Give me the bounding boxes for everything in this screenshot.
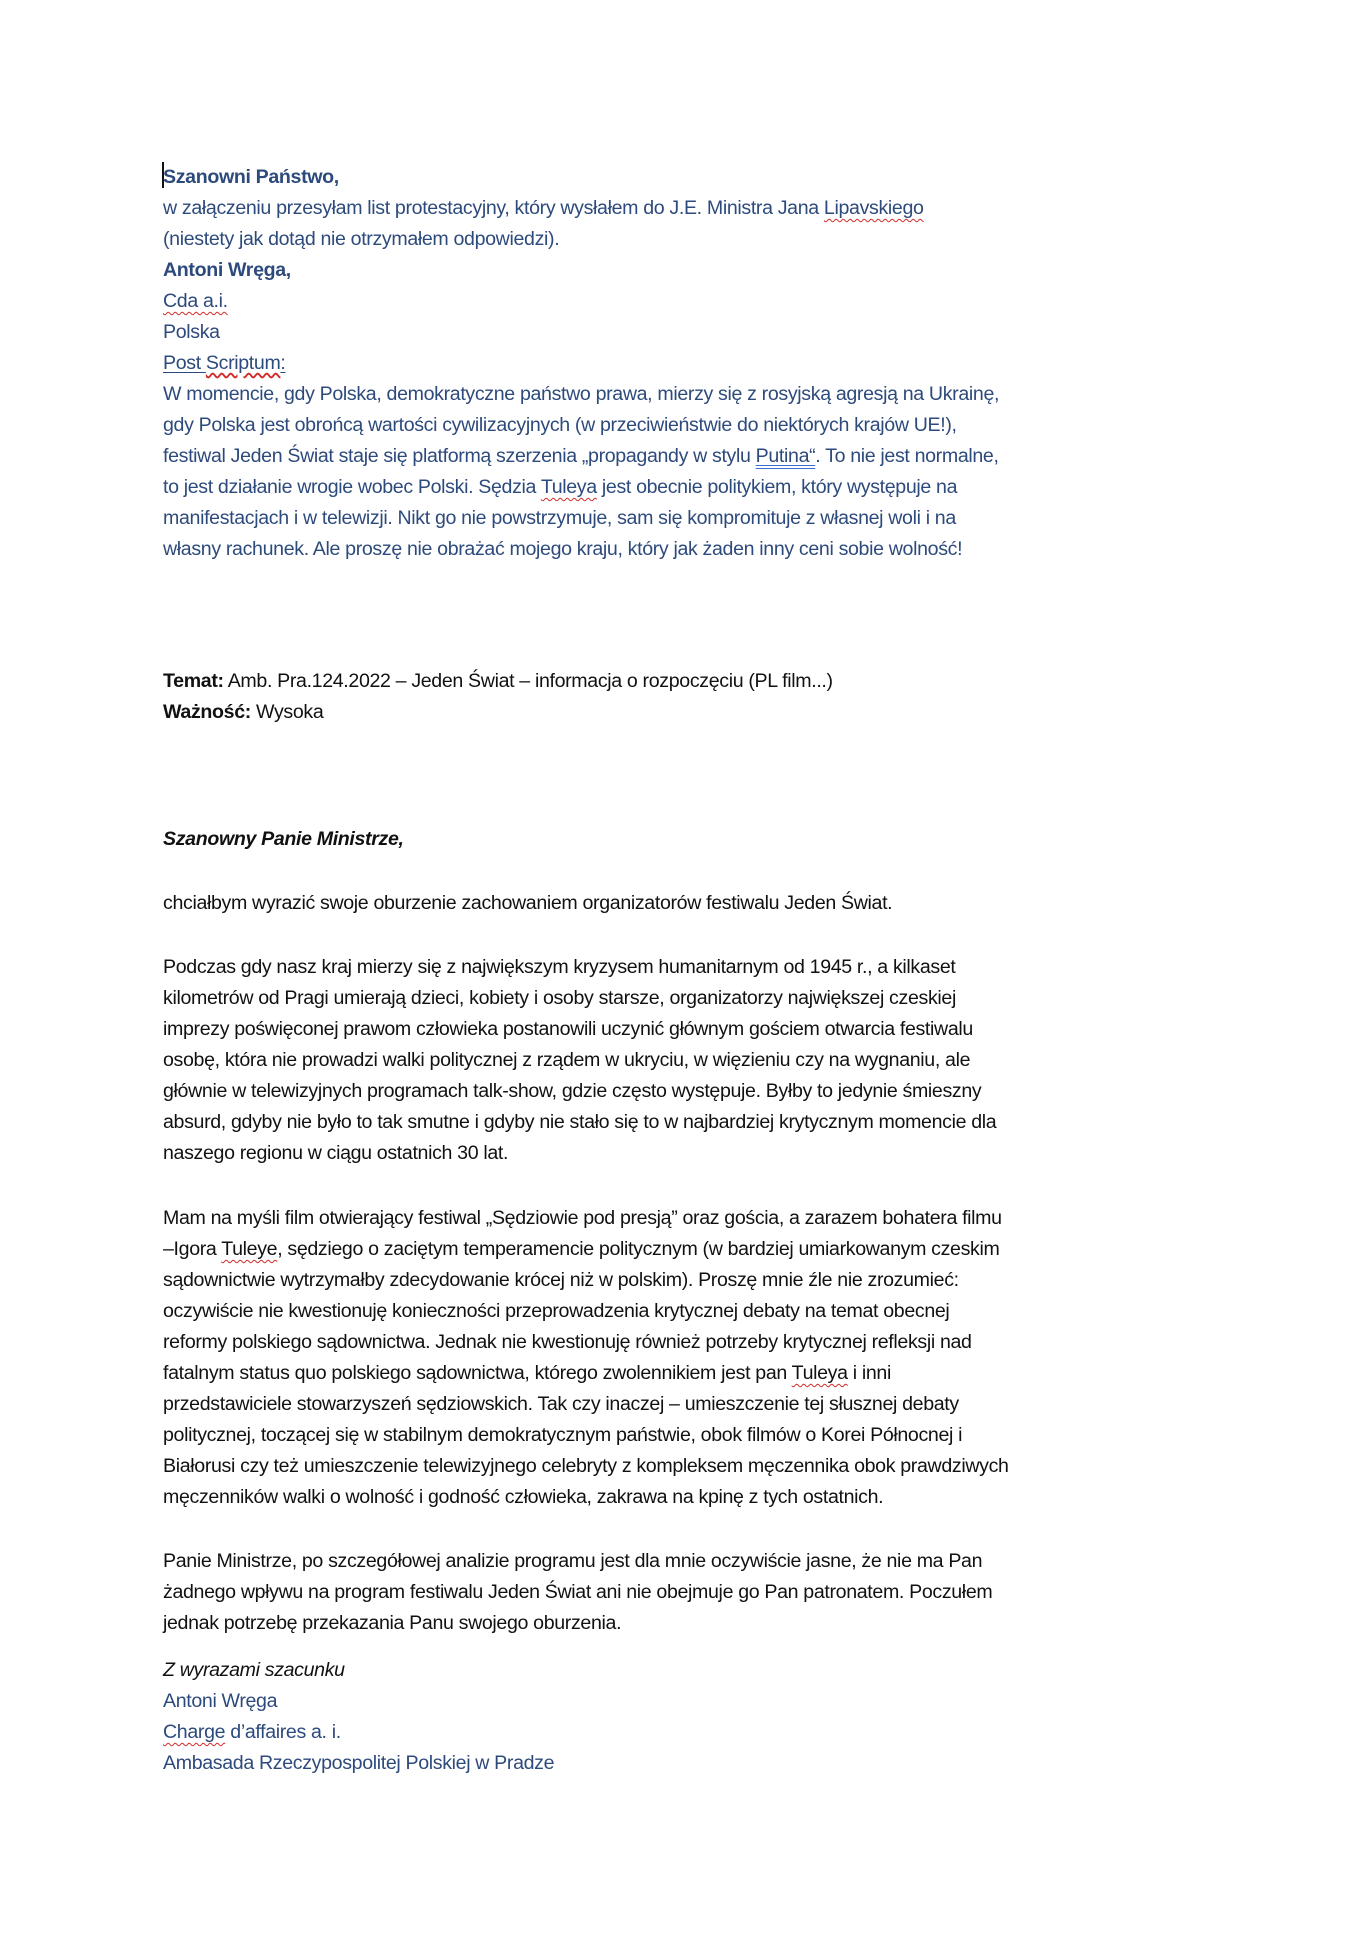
cover-ps-line: manifestacjach i w telewizji. Nikt go nie powstrzymuje, sam się kompromituje z własnej woli i na bbox=[163, 507, 956, 529]
cover-sender-name: Antoni Wręga, bbox=[163, 259, 291, 281]
paragraph-line: Panie Ministrze, po szczegółowej analizie programu jest dla mnie oczywiście jasne, że nie ma Pan bbox=[163, 1550, 983, 1572]
cover-ps-line: to jest działanie wrogie wobec Polski. Sędzia Tuleya jest obecnie politykiem, który występuje na bbox=[163, 476, 958, 498]
priority-field bbox=[163, 697, 1263, 728]
paragraph-line: jednak potrzebę przekazania Panu swojego oburzenia. bbox=[163, 1612, 622, 1634]
paragraph-line: politycznej, toczącej się w stabilnym demokratycznym państwie, obok filmów o Korei Północnej i bbox=[163, 1424, 963, 1446]
paragraph-line: –Igora Tuleye, sędziego o zaciętym temperamencie politycznym (w bardziej umiarkowanym czeskim bbox=[163, 1238, 1000, 1260]
paragraph-line: osobę, która nie prowadzi walki politycznej z rządem w ukryciu, w więzieniu czy na wygnaniu, ale bbox=[163, 1049, 971, 1071]
paragraph-line: fatalnym status quo polskiego sądownictwa, którego zwolennikiem jest pan Tuleya i inni bbox=[163, 1362, 891, 1384]
paragraph-line: Podczas gdy nasz kraj mierzy się z największym kryzysem humanitarnym od 1945 r., a kilkaset bbox=[163, 956, 956, 978]
spellcheck-flag[interactable]: Tuleya bbox=[540, 476, 597, 498]
cover-sender-country: Polska bbox=[163, 321, 220, 343]
paragraph-line: głównie w telewizyjnych programach talk-show, gdzie często występuje. Byłby to jedynie śmieszny bbox=[163, 1080, 982, 1102]
subject-value: Amb. Pra.124.2022 – Jeden Świat – informacja o rozpoczęciu (PL film...) bbox=[223, 670, 833, 692]
cover-ps-line: festiwal Jeden Świat staje się platformą szerzenia „propagandy w stylu Putina“. To nie jest normalne, bbox=[163, 445, 999, 467]
cover-sender-title bbox=[163, 286, 1263, 317]
paragraph-line: przedstawiciele stowarzyszeń sędziowskich. Tak czy inaczej – umieszczenie tej słusznej debaty bbox=[163, 1393, 959, 1415]
paragraph-line: żadnego wpływu na program festiwalu Jeden Świat ani nie obejmuje go Pan patronatem. Poczułem bbox=[163, 1581, 993, 1603]
letter-paragraph-2 bbox=[163, 1203, 1263, 1513]
letter-paragraph-3 bbox=[163, 1546, 1263, 1639]
cover-intro-line-1: w załączeniu przesyłam list protestacyjny, który wysłałem do J.E. Ministra Jana Lipavskiego bbox=[163, 197, 924, 219]
spellcheck-flag[interactable]: Tuleye bbox=[221, 1238, 278, 1260]
cover-ps-label: Post Scriptum: bbox=[163, 352, 286, 374]
email-header-fields bbox=[163, 666, 1263, 728]
signature-title: Charge d’affaires a. i. bbox=[163, 1721, 341, 1743]
grammar-flag[interactable]: Putina“ bbox=[755, 445, 816, 467]
priority-label: Ważność: bbox=[163, 701, 251, 723]
letter-opening: chciałbym wyrazić swoje oburzenie zachowaniem organizatorów festiwalu Jeden Świat. bbox=[163, 892, 893, 914]
paragraph-line: Mam na myśli film otwierający festiwal „Sędziowie pod presją” oraz gościa, a zarazem bohatera filmu bbox=[163, 1207, 1002, 1229]
signature-organization: Ambasada Rzeczypospolitej Polskiej w Pradze bbox=[163, 1752, 555, 1774]
cover-note bbox=[163, 162, 1263, 565]
priority-value: Wysoka bbox=[250, 701, 324, 723]
paragraph-line: absurd, gdyby nie było to tak smutne i gdyby nie stało się to w najbardziej krytycznym momencie dla bbox=[163, 1111, 997, 1133]
paragraph-line: imprezy poświęconej prawom człowieka postanowili uczynić głównym gościem otwarcia festiwalu bbox=[163, 1018, 973, 1040]
paragraph-line: oczywiście nie kwestionuję konieczności przeprowadzenia krytycznej debaty na temat obecnej bbox=[163, 1300, 950, 1322]
paragraph-line: męczenników walki o wolność i godność człowieka, zakrawa na kpinę z tych ostatnich. bbox=[163, 1486, 884, 1508]
paragraph-line: Białorusi czy też umieszczenie telewizyjnego celebryty z kompleksem męczennika obok prawdziwych bbox=[163, 1455, 1009, 1477]
spellcheck-flag[interactable]: Cda a.i. bbox=[163, 290, 228, 312]
subject-field bbox=[163, 666, 1263, 697]
paragraph-line: kilometrów od Pragi umierają dzieci, kobiety i osoby starsze, organizatorzy największej czeskiej bbox=[163, 987, 956, 1009]
cover-greeting: Szanowni Państwo, bbox=[163, 166, 339, 188]
letter-salutation: Szanowny Panie Ministrze, bbox=[163, 828, 404, 850]
paragraph-line: sądownictwie wytrzymałby zdecydowanie krócej niż w polskim). Proszę mnie źle nie zrozumieć: bbox=[163, 1269, 959, 1291]
closing-phrase: Z wyrazami szacunku bbox=[163, 1659, 345, 1681]
subject-label: Temat: bbox=[163, 670, 224, 692]
cover-ps-line: własny rachunek. Ale proszę nie obrażać mojego kraju, który jak żaden inny ceni sobie wolność! bbox=[163, 538, 963, 560]
spellcheck-flag[interactable]: Tuleya bbox=[791, 1362, 848, 1384]
letter-paragraph-1 bbox=[163, 952, 1263, 1169]
cover-ps-line: W momencie, gdy Polska, demokratyczne państwo prawa, mierzy się z rosyjską agresją na Ukrainę, bbox=[163, 383, 1000, 405]
signature-name: Antoni Wręga bbox=[163, 1690, 278, 1712]
spellcheck-flag[interactable]: Charge bbox=[163, 1721, 226, 1743]
cover-ps-line: gdy Polska jest obrońcą wartości cywilizacyjnych (w przeciwieństwie do niektórych krajów UE!), bbox=[163, 414, 957, 436]
paragraph-line: naszego regionu w ciągu ostatnich 30 lat. bbox=[163, 1142, 509, 1164]
cover-intro-line-2: (niestety jak dotąd nie otrzymałem odpowiedzi). bbox=[163, 228, 560, 250]
paragraph-line: reformy polskiego sądownictwa. Jednak nie kwestionuję również potrzeby krytycznej refleksji nad bbox=[163, 1331, 972, 1353]
spellcheck-flag[interactable]: Lipavskiego bbox=[823, 197, 924, 219]
letter-signature bbox=[163, 1655, 1263, 1779]
spellcheck-flag[interactable]: Scriptum bbox=[205, 352, 281, 374]
